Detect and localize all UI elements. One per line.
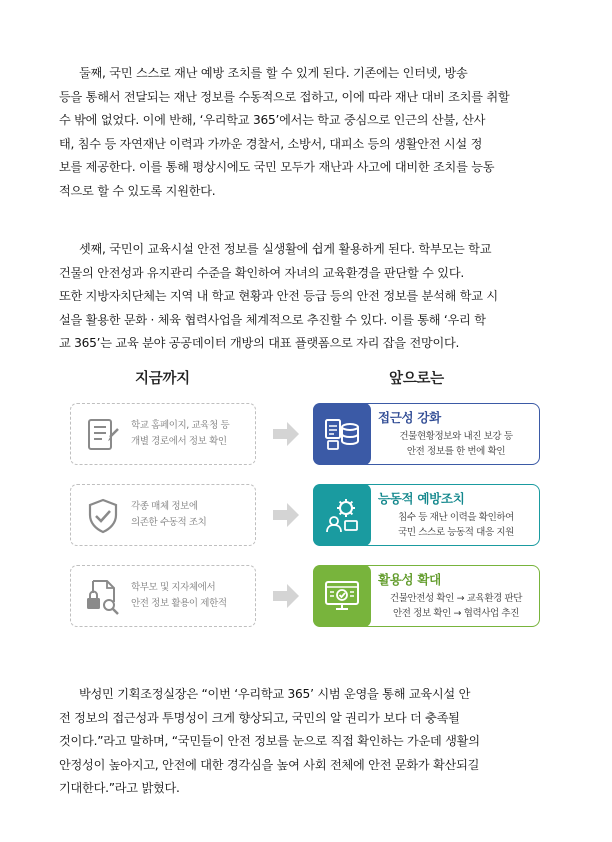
paragraph-quote: [59, 683, 557, 801]
arrow-right-icon: [273, 503, 299, 527]
database-documents-icon: [324, 416, 360, 452]
before-box: [70, 403, 256, 465]
text-line: 수 밖에 없었다. 이에 반해, ‘우리학교 365’에서는 학교 중심으로 인근의 산불, 산사: [59, 113, 486, 128]
text-line: 박성민 기획조정실장은 “이번 ‘우리학교 365’ 시범 운영을 통해 교육시설 안: [79, 687, 471, 701]
text-line: 둘째, 국민 스스로 재난 예방 조치를 할 수 있게 된다. 기존에는 인터넷, 방송: [79, 66, 468, 80]
before-text: 각종 매체 정보에 의존한 수동적 조치: [131, 501, 207, 528]
lock-search-document-icon: [85, 579, 121, 615]
text-line: 태, 침수 등 자연재난 이력과 가까운 경찰서, 소방서, 대피소 등의 생활안전 시설 정: [59, 136, 483, 151]
shield-check-icon: [85, 498, 121, 534]
after-box: [313, 565, 540, 627]
text-line: 안정성이 높아지고, 안전에 대한 경각심을 높여 사회 전체에 안전 문화가 확산되길: [59, 757, 480, 772]
text-line: 설을 활용한 문화 · 체육 협력사업을 체계적으로 추진할 수 있다. 이를 통해 ‘우리 학: [59, 312, 486, 327]
comparison-row: [70, 403, 540, 465]
before-box: [70, 565, 256, 627]
benefit-desc: 건물현황정보와 내진 보강 등 안전 정보를 한 번에 확인: [399, 431, 513, 457]
after-box: [313, 484, 540, 546]
paragraph-third-point: [59, 238, 557, 356]
paragraph-second-point: [59, 62, 557, 204]
text-line: 건물의 안전성과 유지관리 수준을 확인하여 자녀의 교육환경을 판단할 수 있다.: [59, 265, 464, 280]
after-box: [313, 403, 540, 465]
benefit-title: 능동적 예방조치: [378, 491, 465, 506]
before-text: 학부모 및 지자체에서 안전 정보 활용이 제한적: [131, 582, 227, 609]
text-line: 보를 제공한다. 이를 통해 평상시에도 국민 모두가 재난과 사고에 대비한 조치를 능동: [59, 160, 495, 175]
text-line: 전 정보의 접근성과 투명성이 크게 향상되고, 국민의 알 권리가 보다 더 충족될: [59, 710, 460, 725]
text-line: 적으로 할 수 있도록 지원한다.: [59, 183, 216, 198]
benefit-title: 접근성 강화: [378, 410, 441, 425]
before-column-header: 지금까지: [135, 371, 190, 387]
text-line: 기대한다.”라고 밝혔다.: [59, 781, 180, 796]
text-line: 교 365’는 교육 분야 공공데이터 개방의 대표 플랫폼으로 자리 잡을 전망이다.: [59, 336, 460, 351]
benefit-desc: 침수 등 재난 이력을 확인하여 국민 스스로 능동적 대응 지원: [398, 512, 514, 538]
before-text: 학교 홈페이지, 교육청 등 개별 경로에서 정보 확인: [131, 420, 230, 447]
gears-person-icon: [324, 497, 360, 533]
benefit-title: 활용성 확대: [378, 572, 441, 587]
document-list-icon: [85, 417, 121, 453]
icon-tile: [313, 484, 371, 546]
text-line: 셋째, 국민이 교육시설 안전 정보를 실생활에 쉽게 활용하게 된다. 학부모는 학교: [79, 242, 492, 256]
benefit-desc: 건물안전성 확인 → 교육환경 판단 안전 정보 확인 → 협력사업 추진: [389, 593, 523, 619]
text-line: 등을 통해서 전달되는 재난 정보를 수동적으로 접하고, 이에 따라 재난 대비 조치를 취할: [59, 89, 510, 104]
comparison-row: [70, 565, 540, 627]
before-box: [70, 484, 256, 546]
comparison-row: [70, 484, 540, 546]
after-column-header: 앞으로는: [389, 371, 444, 387]
monitor-check-icon: [324, 578, 360, 614]
text-line: 또한 지방자치단체는 지역 내 학교 현황과 안전 등급 등의 안전 정보를 분석해 학교 시: [59, 289, 498, 304]
icon-tile: [313, 565, 371, 627]
text-line: 것이다.”라고 말하며, “국민들이 안전 정보를 눈으로 직접 확인하는 가운데 생활의: [59, 734, 480, 749]
icon-tile: [313, 403, 371, 465]
arrow-right-icon: [273, 422, 299, 446]
arrow-right-icon: [273, 584, 299, 608]
